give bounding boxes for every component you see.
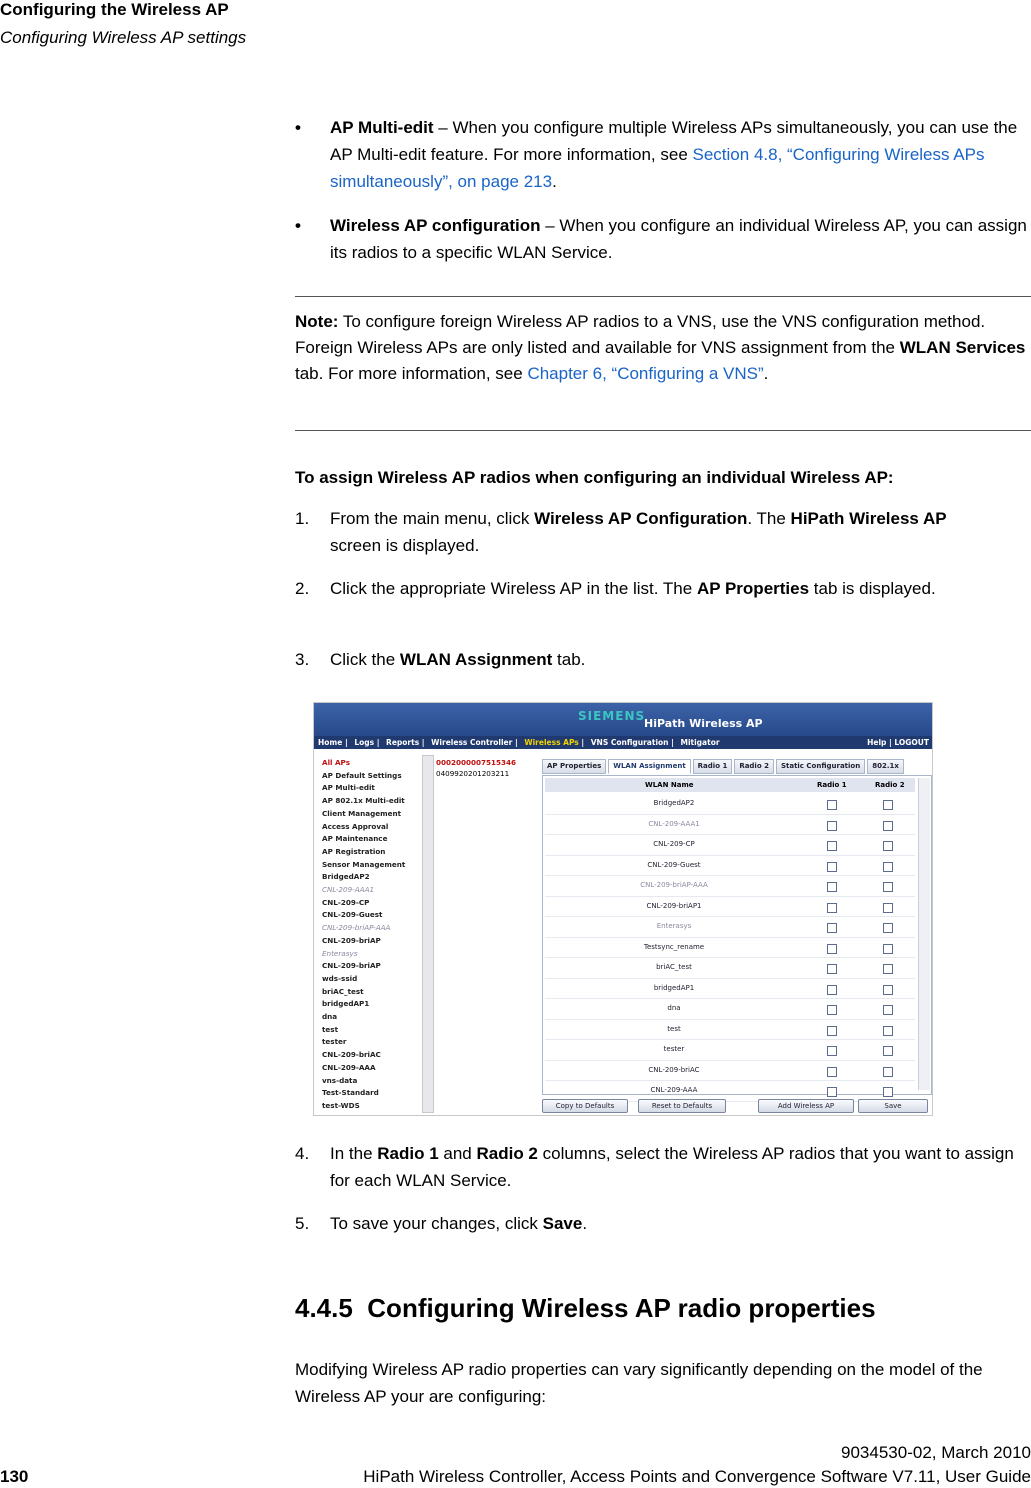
radio-2-checkbox[interactable] [883,944,893,954]
step-text: columns, select the Wireless AP radios that you want to assign for each WLAN Service. [330,1144,1014,1190]
table-row [545,1020,915,1041]
copy-to-defaults-button[interactable]: Copy to Defaults [542,1099,628,1113]
add-wireless-ap-button[interactable]: Add Wireless AP [758,1099,854,1113]
section-number: 4.4.5 [295,1293,353,1323]
table-row [545,835,915,856]
table-row [545,897,915,918]
nav-item[interactable]: CNL-209-AAA [322,1062,376,1072]
radio-1-checkbox[interactable] [827,882,837,892]
brand-logo: SIEMENS [578,709,646,723]
wlan-name: Enterasys [656,922,692,930]
nav-item[interactable]: AP Multi-edit [322,783,375,793]
note-text-2: tab. For more information, see [295,364,528,383]
table-row [545,1061,915,1082]
bullet-dot: • [295,118,301,137]
radio-2-checkbox[interactable] [883,923,893,933]
nav-item[interactable]: CNL-209-CP [322,897,370,907]
bullet-ap-multi-edit [295,114,1031,195]
left-nav [322,757,422,1113]
nav-item[interactable]: bridgedAP1 [322,999,370,1009]
bullet-term: AP Multi-edit [330,118,434,137]
procedure-title: To assign Wireless AP radios when configuring an individual Wireless AP: [295,468,894,487]
wlan-name: Testsync_rename [643,942,705,951]
save-button[interactable]: Save [858,1099,928,1113]
radio-2-checkbox[interactable] [883,800,893,810]
tab-static-configuration[interactable]: Static Configuration [776,759,865,774]
col-radio-2: Radio 2 [875,781,905,789]
nav-item[interactable]: AP 802.1x Multi-edit [322,796,405,806]
radio-2-checkbox[interactable] [883,1046,893,1056]
step-text: Click the [330,650,400,669]
radio-2-checkbox[interactable] [883,1067,893,1077]
app-banner [314,703,932,736]
table-row [545,979,915,1000]
ap-id-list [436,757,516,779]
step-3 [295,646,1031,673]
nav-item[interactable]: All APs [322,758,350,767]
step-number: 1. [295,509,310,528]
radio-1-checkbox[interactable] [827,985,837,995]
radio-1-checkbox[interactable] [827,821,837,831]
wlan-name: CNL-209-briAC [648,1065,700,1074]
nav-item[interactable]: CNL-209-briAP-AAA [322,923,391,933]
table-row [545,856,915,877]
wlan-name: CNL-209-Guest [647,860,701,869]
radio-2-checkbox[interactable] [883,862,893,872]
radio-1-checkbox[interactable] [827,1087,837,1097]
step-text: tab is displayed. [809,579,936,598]
nav-item[interactable]: AP Registration [322,846,386,856]
tab-ap-properties[interactable]: AP Properties [542,759,606,774]
section-link[interactable]: Section 4.8, “Configuring Wireless APs simultaneously”, on page 213 [330,145,985,191]
radio-2-checkbox[interactable] [883,985,893,995]
nav-item[interactable]: BridgedAP2 [322,872,370,882]
note-label: Note: [295,312,339,331]
table-row [545,917,915,938]
grid-rows [545,794,915,1102]
wlan-grid [542,775,932,1095]
step-number: 4. [295,1144,310,1163]
bullet-dot: • [295,216,301,235]
step-text: In the [330,1144,378,1163]
wlan-name: briAC_test [656,963,692,971]
note-bottom-rule [295,430,1031,431]
step-4 [295,1140,1031,1194]
nav-item[interactable]: Test-Standard [322,1088,379,1098]
note-top-rule [295,296,1031,297]
radio-1-checkbox[interactable] [827,964,837,974]
wlan-name: CNL-209-AAA1 [648,819,700,828]
step-text: . [582,1214,588,1233]
bullet-wireless-ap-configuration [295,212,1031,266]
step-1 [295,505,1031,559]
nav-item[interactable]: Sensor Management [322,859,406,869]
nav-item[interactable]: briAC_test [322,986,364,996]
nav-item[interactable]: test-WDS [322,1100,360,1110]
table-row [545,958,915,979]
note-block [295,309,1027,387]
menu-help-logout[interactable]: Help | LOGOUT [867,738,929,747]
grid-header [545,778,915,792]
ap-tabs [542,759,906,774]
grid-scrollbar[interactable] [918,778,930,1090]
step-text: screen is displayed. [330,536,480,555]
step-text: From the main menu, click [330,509,535,528]
radio-2-checkbox[interactable] [883,841,893,851]
note-bold: WLAN Services [899,338,1026,357]
step-number: 2. [295,579,310,598]
wlan-name: BridgedAP2 [653,799,695,807]
radio-2-checkbox[interactable] [883,1005,893,1015]
menu-reports[interactable]: Reports [386,738,420,747]
step-number: 5. [295,1214,310,1233]
section-title: Configuring Wireless AP radio properties [367,1293,876,1323]
wlan-name: CNL-209-briAP-AAA [640,881,708,889]
nav-item[interactable]: Access Approval [322,821,389,831]
nav-item[interactable]: Client Management [322,808,402,818]
step-5 [295,1210,1031,1237]
step-text: To save your changes, click [330,1214,543,1233]
wlan-name: bridgedAP1 [653,983,695,992]
radio-2-checkbox[interactable] [883,821,893,831]
radio-1-checkbox[interactable] [827,841,837,851]
section-heading [295,1293,876,1324]
step-bold: Radio 2 [476,1144,538,1163]
step-bold: WLAN Assignment [399,650,553,669]
nav-item[interactable]: wds-ssid [322,973,358,983]
nav-item[interactable]: CNL-209-briAP [322,961,381,971]
step-bold: Radio 1 [377,1144,439,1163]
nav-item[interactable]: CNL-209-Guest [322,910,383,920]
step-text: tab. [552,650,586,669]
product-title: HiPath Wireless AP [644,717,763,730]
wlan-name: test [667,1024,681,1033]
nav-item[interactable]: AP Default Settings [322,770,402,780]
footer-doc-id: 9034530-02, March 2010 [841,1443,1031,1462]
table-row [545,815,915,836]
step-bold: Save [542,1214,583,1233]
nav-item[interactable]: Enterasys [322,948,358,958]
radio-1-checkbox[interactable] [827,944,837,954]
ap-id-selected[interactable]: 0002000007515346 [436,758,517,767]
bullet-text: – When you configure an individual Wireless AP, you can assign its radios to a specific WLAN Service. [330,216,1027,262]
step-bold: Wireless AP Configuration [534,509,748,528]
radio-1-checkbox[interactable] [827,800,837,810]
note-after: . [763,364,769,383]
step-text: Click the appropriate Wireless AP in the list. The [330,579,697,598]
wlan-name: tester [663,1045,685,1053]
nav-item[interactable]: CNL-209-briAC [322,1050,381,1060]
ap-id[interactable]: 0409920201203211 [436,769,510,778]
footer-guide-title: HiPath Wireless Controller, Access Points and Convergence Software V7.11, User Guide [363,1467,1031,1486]
tab-radio-1[interactable]: Radio 1 [693,759,733,774]
radio-1-checkbox[interactable] [827,1067,837,1077]
menu-logs[interactable]: Logs [354,738,375,747]
wlan-name: CNL-209-AAA [650,1086,698,1094]
menu-vns-configuration[interactable]: VNS Configuration [590,738,669,747]
running-header-subtitle: Configuring Wireless AP settings [0,28,247,47]
wlan-name: dna [667,1004,681,1012]
step-number: 3. [295,650,310,669]
ap-list-scrollbar[interactable] [422,755,434,1113]
step-bold: AP Properties [696,579,810,598]
reset-to-defaults-button[interactable]: Reset to Defaults [638,1099,726,1113]
col-wlan-name: WLAN Name [645,781,694,789]
radio-1-checkbox[interactable] [827,1005,837,1015]
nav-item[interactable]: CNL-209-briAP [322,935,381,945]
radio-1-checkbox[interactable] [827,923,837,933]
radio-2-checkbox[interactable] [883,903,893,913]
running-header-title: Configuring the Wireless AP [0,0,229,19]
wlan-name: CNL-209-CP [653,840,695,848]
step-text: . The [747,509,791,528]
wlan-name: CNL-209-briAP1 [646,901,702,910]
nav-item[interactable]: AP Maintenance [322,834,388,844]
main-menu: Home | Logs | Reports | Wireless Controller | Wireless APs | VNS Configuration | Mitigator Help | LOGOUT [314,736,932,749]
radio-1-checkbox[interactable] [827,1026,837,1036]
table-row [545,999,915,1020]
table-row [545,876,915,897]
table-row [545,938,915,959]
nav-item[interactable]: CNL-209-AAA1 [322,885,375,895]
footer-page-number: 130 [0,1467,29,1486]
radio-2-checkbox[interactable] [883,882,893,892]
tab-802-1x[interactable]: 802.1x [867,759,904,774]
note-text-1: To configure foreign Wireless AP radios to a VNS, use the VNS configuration method. Foreign Wireless APs are only listed and available for VNS assignment from the [295,312,986,357]
radio-2-checkbox[interactable] [883,1026,893,1036]
menu-wireless-controller[interactable]: Wireless Controller [431,738,513,747]
nav-item[interactable]: dna [322,1012,338,1022]
nav-item[interactable]: tester [322,1037,347,1047]
bullet-after: . [552,172,557,191]
col-radio-1: Radio 1 [817,781,847,789]
radio-2-checkbox[interactable] [883,1087,893,1097]
tab-wlan-assignment[interactable]: WLAN Assignment [608,759,690,774]
menu-wireless-aps[interactable]: Wireless APs [524,738,579,747]
radio-1-checkbox[interactable] [827,862,837,872]
bullet-text: – When you configure multiple Wireless APs simultaneously, you can use the AP Multi-edit feature. For more information, see [330,118,1018,164]
tab-radio-2[interactable]: Radio 2 [734,759,774,774]
nav-item[interactable]: test [322,1024,339,1034]
step-bold: HiPath Wireless AP [790,509,947,528]
wlan-assignment-screenshot [313,702,933,1116]
radio-2-checkbox[interactable] [883,964,893,974]
radio-1-checkbox[interactable] [827,1046,837,1056]
menu-mitigator[interactable]: Mitigator [680,738,720,747]
table-row [545,794,915,815]
step-2 [295,575,1031,602]
section-intro: Modifying Wireless AP radio properties can vary significantly depending on the model of the Wireless AP your are configuring: [295,1360,983,1406]
bullet-term: Wireless AP configuration [330,216,541,235]
menu-home[interactable]: Home [318,738,343,747]
step-text: and [438,1144,477,1163]
radio-1-checkbox[interactable] [827,903,837,913]
table-row [545,1040,915,1061]
button-bar [542,1099,932,1113]
chapter-link[interactable]: Chapter 6, “Configuring a VNS” [527,364,764,383]
nav-item[interactable]: vns-data [322,1075,358,1085]
